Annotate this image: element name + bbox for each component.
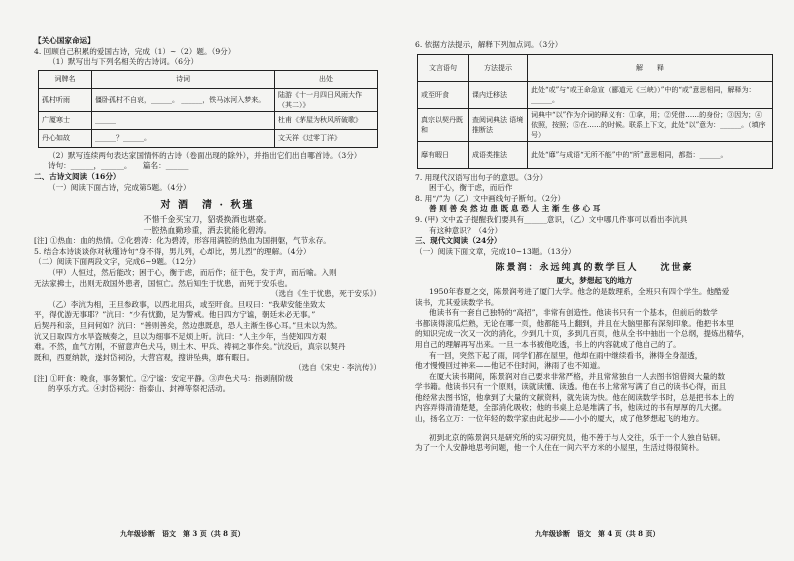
article-subtitle: 厦大，梦想起飞的地方 — [556, 276, 633, 286]
table-header: 文言语句 — [418, 54, 469, 81]
reading-instruction: （二）阅读下面两段文字，完成6~9题。（12分） — [34, 257, 201, 267]
poetry-table — [38, 70, 378, 148]
article-line: 他读书有一套自己独特的“高招”，非常有创造性。他读书只有一个基本，但前后的数学 — [429, 308, 718, 318]
passage-line: 后契丹和亲，旦问何如？沆曰：“善则善矣，然边患既息，恐人主渐生侈心耳。”旦未以为然。 — [34, 320, 342, 330]
article-title: 陈景润：永远纯真的数学巨人 沈世豪 — [495, 263, 694, 274]
table-cell: 靡有暇日 — [418, 141, 469, 168]
table-row — [39, 111, 378, 129]
table-row — [418, 108, 773, 141]
answer-line: 诗句：______，______。 篇名：______ — [48, 161, 189, 171]
page-footer: 九年级诊断 语文 第 4 页（共 8 页） — [535, 529, 660, 538]
passage-line: 沆又日取四方水旱盗贼奏之，旦以为细事不足烦上听。沆曰：“人主少年，当使知四方艰 — [34, 331, 327, 341]
article-line: 他才慢慢回过神来——他记不住时间，淋雨了也不知道。 — [415, 361, 605, 371]
table-cell: 孤村听雨 — [39, 88, 92, 111]
passage-source: （选自《宋史 · 李沆传》） — [294, 363, 381, 373]
part-heading: 三、现代文阅读（24分） — [415, 236, 502, 246]
footnote: 的享乐方式。④封岱祠汾：指泰山、封禅等祭祀活动。 — [48, 384, 231, 394]
question-9-cont: 有这种意识？（4分） — [429, 225, 503, 235]
passage-line: 难。不然，血气方刚，不留意声色犬马，则土木、甲兵、祷祠之事作矣。”沆没后，真宗以契丹 — [34, 342, 346, 352]
article-line: 的知识完成一次又一次的消化，少到几十页，多到几百页，他从全书中抽出一个总纲，提炼出精华， — [415, 329, 750, 339]
table-header: 方法提示 — [469, 54, 528, 81]
question-7: 7. 用现代汉语写出句子的意思。（3分） — [415, 172, 548, 182]
poem-title: 对 酒 清 · 秋瑾 — [160, 200, 255, 212]
table-cell: 此处“靡”与成语“无所不能”中的“所”意思相同，都指：______。 — [528, 141, 773, 168]
footnote: [注] ①热血：血的热情。②化碧涛：化为碧涛，形容用满腔的热血为国捐躯，气节永存。 — [34, 236, 331, 246]
footnote: [注] ①旰食：晚食，事务繁忙。②宁谧：安定平静。③声色犬马：指剥削阶级 — [34, 373, 293, 383]
table-cell: 课内迁移法 — [469, 81, 528, 108]
poem-line: 不惜千金买宝刀，貂裘换酒也堪豪。 — [143, 215, 272, 225]
question-6: 6. 依据方法提示，解释下列加点词。（3分） — [415, 40, 563, 49]
article-line: 内容弄得清清楚楚，全部消化吸收；他的书桌上总是堆满了书，他读过的书有厚厚的几大摞。 — [415, 403, 727, 413]
reading-instruction: （一）阅读下面文章，完成10~13题。（13分） — [415, 246, 576, 256]
table-cell: 陆游《十一月四日风雨大作（其二）》 — [275, 88, 378, 111]
table-cell: 成语类推法 — [469, 141, 528, 168]
table-header: 诗词 — [92, 70, 275, 88]
passage-line: （乙）李沆为相，王旦参政事，以西北用兵，或至旰食。旦叹曰：“我辈安能坐致太 — [48, 299, 326, 309]
table-header: 解 释 — [528, 54, 773, 81]
question-5: 5. 结合本诗谈谈你对秋瑾诗句“身不得，男儿列，心却比，男儿烈”的理解。（4分） — [34, 246, 311, 256]
article-line: 书都读得滚瓜烂熟，无论在哪一页，他都能马上翻到，并且在大脑里都有深刻印象。他把书本里 — [415, 318, 734, 328]
table-cell: 查阅词典法 语境推断法 — [469, 108, 528, 141]
passage-line: 无法家拂士，出则无敌国外患者，国恒亡。然后知生于忧患，而死于安乐也。 — [34, 278, 293, 288]
table-cell: 词典中“以”作为介词的释义有：①拿，用；②凭借……的身份；③因为；④依照，按照；⑤在……的时候。联系上下文，此处“以”意为：______。（填序号） — [528, 108, 773, 141]
question-9: 9. (甲) 文中孟子提醒我们要具有______意识，（乙）文中哪几件事可以看出李沆具 — [415, 214, 688, 224]
article-line: 初到北京的陈景润只是研究所的实习研究员，他不善于与人交往，乐于一个人独自钻研。 — [429, 432, 726, 442]
table-cell: ______ — [92, 111, 275, 129]
question-4-1: （1）默写出与下列名相关的古诗词。（6分） — [48, 57, 199, 67]
poem-line: 一腔热血勤珍重，洒去犹能化碧涛。 — [143, 226, 272, 236]
explanation-table — [417, 54, 773, 169]
article-line: 他经常去图书馆，他拿到了大量的文献资料，就先读为快。他在阅读数学书时，总是把书本上的 — [415, 392, 734, 402]
passage-line: （甲）人恒过，然后能改；困于心，衡于虑，而后作；征于色，发于声，而后喻。入则 — [48, 267, 337, 277]
question-4: 4. 回顾自己积累的爱国古诗，完成（1）~（2）题。（9分） — [34, 46, 236, 56]
article-line: 为了一个人安静地思考问题，他一个人住在一间六平方米的小屋里，生活过得很简朴。 — [415, 443, 704, 453]
article-line: 学书籍。他读书只有一个原则，读就读懂、读透。他在书上常常写满了自己的读书心得，而且 — [415, 382, 727, 392]
table-cell: 此处“或”与“或王命急宣（郦道元《三峡》）”中的“或”意思相同，解释为：______。 — [528, 81, 773, 108]
question-sentence: 善 则 善 矣 然 边 患 既 息 恐 人 主 渐 生 侈 心 耳 — [429, 204, 601, 214]
section-header: 【关心国家命运】 — [34, 36, 95, 45]
table-cell: ______？______。 — [92, 129, 275, 147]
article-line: 读书，尤其爱读数学书。 — [415, 297, 499, 307]
table-row — [418, 141, 773, 168]
passage-line: 既和，西夏纳款，遂封岱祠汾，大营宫观，搜讲坠典，靡有暇日。 — [34, 352, 255, 362]
page-footer: 九年级诊断 语文 第 3 页（共 8 页） — [120, 529, 245, 538]
question-sentence: 困于心，衡于虑，而后作 — [429, 183, 513, 193]
table-cell: 或至旰食 — [418, 81, 469, 108]
table-cell: 丹心如故 — [39, 129, 92, 147]
question-8: 8. 用“/”为（乙）文中画线句子断句。（2分） — [415, 193, 566, 203]
article-line: 在厦大读书期间，陈景润对自己要求非常严格，并且常常独自一人去图书馆借阅大量的数 — [429, 371, 726, 381]
right-page — [397, 0, 794, 561]
article-line: 用自己的理解再写出来。一旦一本书被他吃透，书上的内容就成了他自己的了。 — [415, 339, 681, 349]
table-cell: 僵卧孤村不自哀，______。 ______，铁马冰河入梦来。 — [92, 88, 275, 111]
table-row — [418, 81, 773, 108]
table-row — [39, 88, 378, 111]
table-header: 出处 — [275, 70, 378, 88]
table-header: 词牌名 — [39, 70, 92, 88]
article-line: 山，扬名立万：一位年轻的数学家由此起步——小小的厦大，成了他梦想起飞的地方。 — [415, 414, 704, 424]
question-4-2: （2）默写连续两句表达家国情怀的古诗（卷面出现的除外），并指出它们出自哪首诗。（3分） — [48, 150, 362, 160]
table-cell: 真宗以契丹既和 — [418, 108, 469, 141]
part-heading: 二、古诗文阅读（16分） — [34, 171, 121, 181]
article-line: 1950年春夏之交，陈景润考进了厦门大学。他念的是数理系，全班只有四个学生。他酷爱 — [429, 286, 730, 296]
article-line: 有一回，突然下起了雨，同学们都在屋里，他却在雨中继续看书，淋得全身湿透， — [429, 350, 703, 360]
reading-instruction: （一）阅读下面古诗，完成第5题。（4分） — [48, 182, 191, 192]
table-cell: 文天祥《过零丁洋》 — [275, 129, 378, 147]
table-cell: 广厦寒士 — [39, 111, 92, 129]
passage-line: 平，得优游无事耶？”沆曰：“少有忧勤，足为警戒。他日四方宁谧，朝廷未必无事。” — [34, 310, 316, 320]
table-row — [39, 129, 378, 147]
table-cell: 杜甫《茅屋为秋风所破歌》 — [275, 111, 378, 129]
passage-source: （选自《生于忧患，死于安乐》） — [270, 289, 381, 299]
